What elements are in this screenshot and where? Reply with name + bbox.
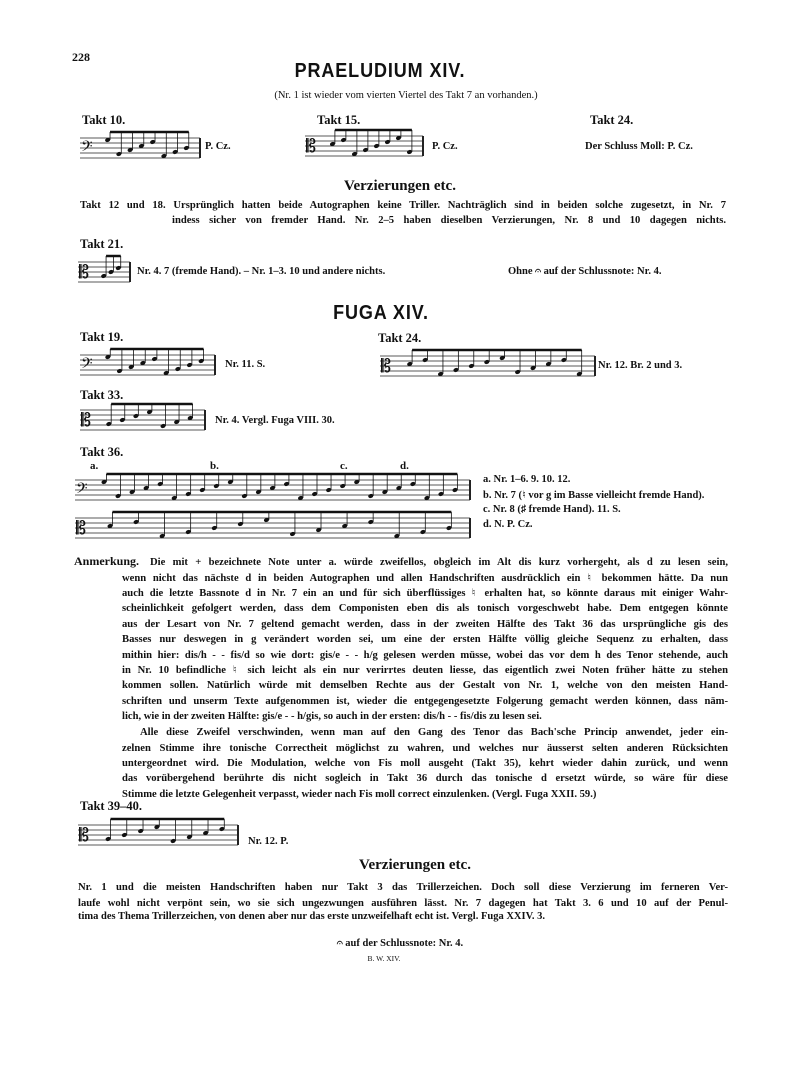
music-example-staff bbox=[80, 355, 215, 379]
text-line: scheinlichkeit gefolgert werden, dass dem Componisten eben dis als tonisch vorgeschwebt habe. Dem entgegen könnte bbox=[122, 603, 728, 614]
text-line: tima des Thema Trillerzeichen, von denen aber nur das erste unzweifelhaft echt ist. Vergl. Fuga XXIV. 3. bbox=[78, 911, 545, 922]
text-line: Stimme die letzte Gelegenheit verpasst, wieder nach Fis moll correct einzulenken. (Vergl. Fuga XXII. 59.) bbox=[122, 789, 597, 800]
takt-label: Takt 36. bbox=[80, 445, 124, 459]
svg-text:𝄡: 𝄡 bbox=[306, 136, 317, 157]
source-note: Nr. 4. 7 (fremde Hand). – Nr. 1–3. 10 und andere nichts. bbox=[137, 266, 386, 277]
verzierungen-heading: Verzierungen etc. bbox=[344, 178, 456, 194]
text-line: laufe wohl nicht verpönt sein, wo sie sich ungezwungen ausführen lässt. Nr. 7 dagegen hat Takt 3. 6 und 10 auf der Penul- bbox=[78, 898, 728, 909]
takt-label: Takt 24. bbox=[590, 113, 634, 127]
music-example-staff bbox=[80, 410, 205, 434]
music-example-staff bbox=[78, 825, 238, 849]
reading-d: d. N. P. Cz. bbox=[483, 519, 533, 530]
source-note: P. Cz. bbox=[205, 141, 231, 152]
text-line: das vorübergehend berührte dis nicht sogleich in Takt 36 durch das tonische d ersetzt würde, so wäre für diese bbox=[122, 773, 728, 784]
music-example-staff bbox=[78, 262, 130, 286]
svg-text:𝄡: 𝄡 bbox=[76, 518, 87, 539]
footer-signature: B. W. XIV. bbox=[367, 954, 401, 963]
takt-label: Takt 15. bbox=[317, 113, 361, 127]
text-line: kommen sollen. Natürlich würde mit demselben Rechte aus der Gestalt von Nr. 1, welche von den meisten Hand- bbox=[122, 680, 728, 691]
variant-marker-a: a. bbox=[90, 460, 99, 472]
svg-text:𝄡: 𝄡 bbox=[81, 410, 92, 431]
svg-text:𝄢: 𝄢 bbox=[81, 138, 93, 159]
text-line: Basses nur deswegen in g verändert worden sei, um eine der ersten Hälfte völlig gleiche Sequenz zu erhalten, dass bbox=[122, 634, 728, 645]
variant-marker-d: d. bbox=[400, 460, 409, 472]
reading-a: a. Nr. 1–6. 9. 10. 12. bbox=[483, 474, 571, 485]
verzierungen-heading: Verzierungen etc. bbox=[359, 857, 471, 873]
fermata-note: 𝄐 auf der Schlussnote: Nr. 4. bbox=[336, 938, 464, 949]
svg-text:𝄡: 𝄡 bbox=[79, 825, 90, 846]
takt-label: Takt 10. bbox=[82, 113, 126, 127]
takt-label: Takt 39–40. bbox=[80, 799, 143, 813]
text-line: mithin hier: dis/h - - fis/d so wie dort: gis/e - - h/g gelesen werden müsse, wobei das vor dem h des Tenor stehende, auch bbox=[122, 650, 728, 661]
source-note: Nr. 4. Vergl. Fuga VIII. 30. bbox=[215, 415, 335, 426]
text-line: untergeordnet wird. Die Modulation, welche von Fis moll ausgeht (Takt 35), kehrt wieder dahin zurück, und wenn bbox=[122, 758, 728, 769]
music-example-staff-upper bbox=[75, 480, 470, 504]
music-example-staff-lower bbox=[75, 518, 470, 542]
text-line: schriften und unserm Texte aufgenommen ist, wieder die entgegengesetzte Folgerung gemacht werden können, dass näm- bbox=[122, 696, 728, 707]
text-line: lich, wie in der zweiten Hälfte: gis/e - - h/gis, so auch in der ersten: dis/h - - fis/dis zu lesen sei. bbox=[122, 711, 542, 722]
reading-c: c. Nr. 8 (♯ fremde Hand). 11. S. bbox=[483, 504, 621, 515]
source-note: Nr. 12. P. bbox=[248, 836, 289, 847]
music-example-staff bbox=[80, 138, 200, 162]
takt-label: Takt 33. bbox=[80, 388, 124, 402]
text-line: aus der Lesart von Nr. 7 geltend gemacht werden, dass in der zweiten Hälfte des Takt 36 das ursprüngliche gis des bbox=[122, 619, 728, 630]
svg-text:𝄡: 𝄡 bbox=[381, 356, 392, 377]
takt-label: Takt 19. bbox=[80, 330, 124, 344]
text-line: wenn nicht das nächste d in beiden Autographen und allen Handschriften ausdrücklich ein ♮ bekommen hätte. Da nun bbox=[122, 573, 728, 584]
music-example-staff bbox=[380, 356, 595, 380]
takt-label: Takt 21. bbox=[80, 237, 124, 251]
svg-text:𝄢: 𝄢 bbox=[76, 480, 88, 501]
text-line: indess sicher von fremder Hand. Nr. 2–5 haben dieselben Verzierungen, Nr. 8 und 10 dagegen nichts. bbox=[172, 215, 726, 226]
svg-text:𝄡: 𝄡 bbox=[79, 262, 90, 283]
text-line: Nr. 1 und die meisten Handschriften haben nur Takt 3 das Trillerzeichen. Doch soll diese Verzierung im ferneren Ver- bbox=[78, 882, 728, 893]
music-example-staff bbox=[305, 136, 423, 160]
text-line: Alle diese Zweifel verschwinden, wenn man auf den Gang des Tenor das Bach'sche Princip anwendet, jeder ein- bbox=[140, 727, 728, 738]
praeludium-title: PRAELUDIUM XIV. bbox=[294, 60, 466, 82]
source-note: Der Schluss Moll: P. Cz. bbox=[585, 141, 693, 152]
text-line: Die mit + bezeichnete Note unter a. würde zweifellos, obgleich im Alt dis kurz vorhergeht, als d zu lesen sein, bbox=[150, 557, 728, 568]
fuga-title: FUGA XIV. bbox=[333, 302, 429, 324]
takt-label: Takt 24. bbox=[378, 331, 422, 345]
source-note: Nr. 11. S. bbox=[225, 359, 266, 370]
page-number: 228 bbox=[72, 50, 90, 64]
text-line: zelnen Stimme ihre tonische Correctheit möglichst zu wahren, und welches nur äusserst selten anderen Rücksichten bbox=[122, 743, 728, 754]
praeludium-subtitle: (Nr. 1 ist wieder vom vierten Viertel des Takt 7 an vorhanden.) bbox=[274, 90, 538, 101]
variant-marker-b: b. bbox=[210, 460, 219, 472]
text-line: Takt 12 und 18. Ursprünglich hatten beide Autographen keine Triller. Nachträglich sind in beiden solche zugesetzt, in Nr. 7 bbox=[80, 200, 726, 211]
source-note: Nr. 12. Br. 2 und 3. bbox=[598, 360, 683, 371]
reading-b: b. Nr. 7 (♮ vor g im Basse vielleicht fremde Hand). bbox=[483, 490, 705, 501]
source-note: P. Cz. bbox=[432, 141, 458, 152]
variant-marker-c: c. bbox=[340, 460, 348, 472]
anmerkung-label: Anmerkung. bbox=[74, 554, 140, 568]
text-line: auch die letzte Bassnote d in Nr. 7 ein an und für sich überflüssiges ♮ erhalten hat, so könnte daraus mit einiger Wahr- bbox=[122, 588, 728, 599]
fermata-note: Ohne 𝄐 auf der Schlussnote: Nr. 4. bbox=[508, 266, 662, 277]
svg-text:𝄢: 𝄢 bbox=[81, 355, 93, 376]
text-line: in Nr. 10 befindliche ♮ sich leicht als ein nur verirrtes deuten liesse, das eigentlich zwei Noten früher hätte zu stehen bbox=[122, 665, 728, 676]
